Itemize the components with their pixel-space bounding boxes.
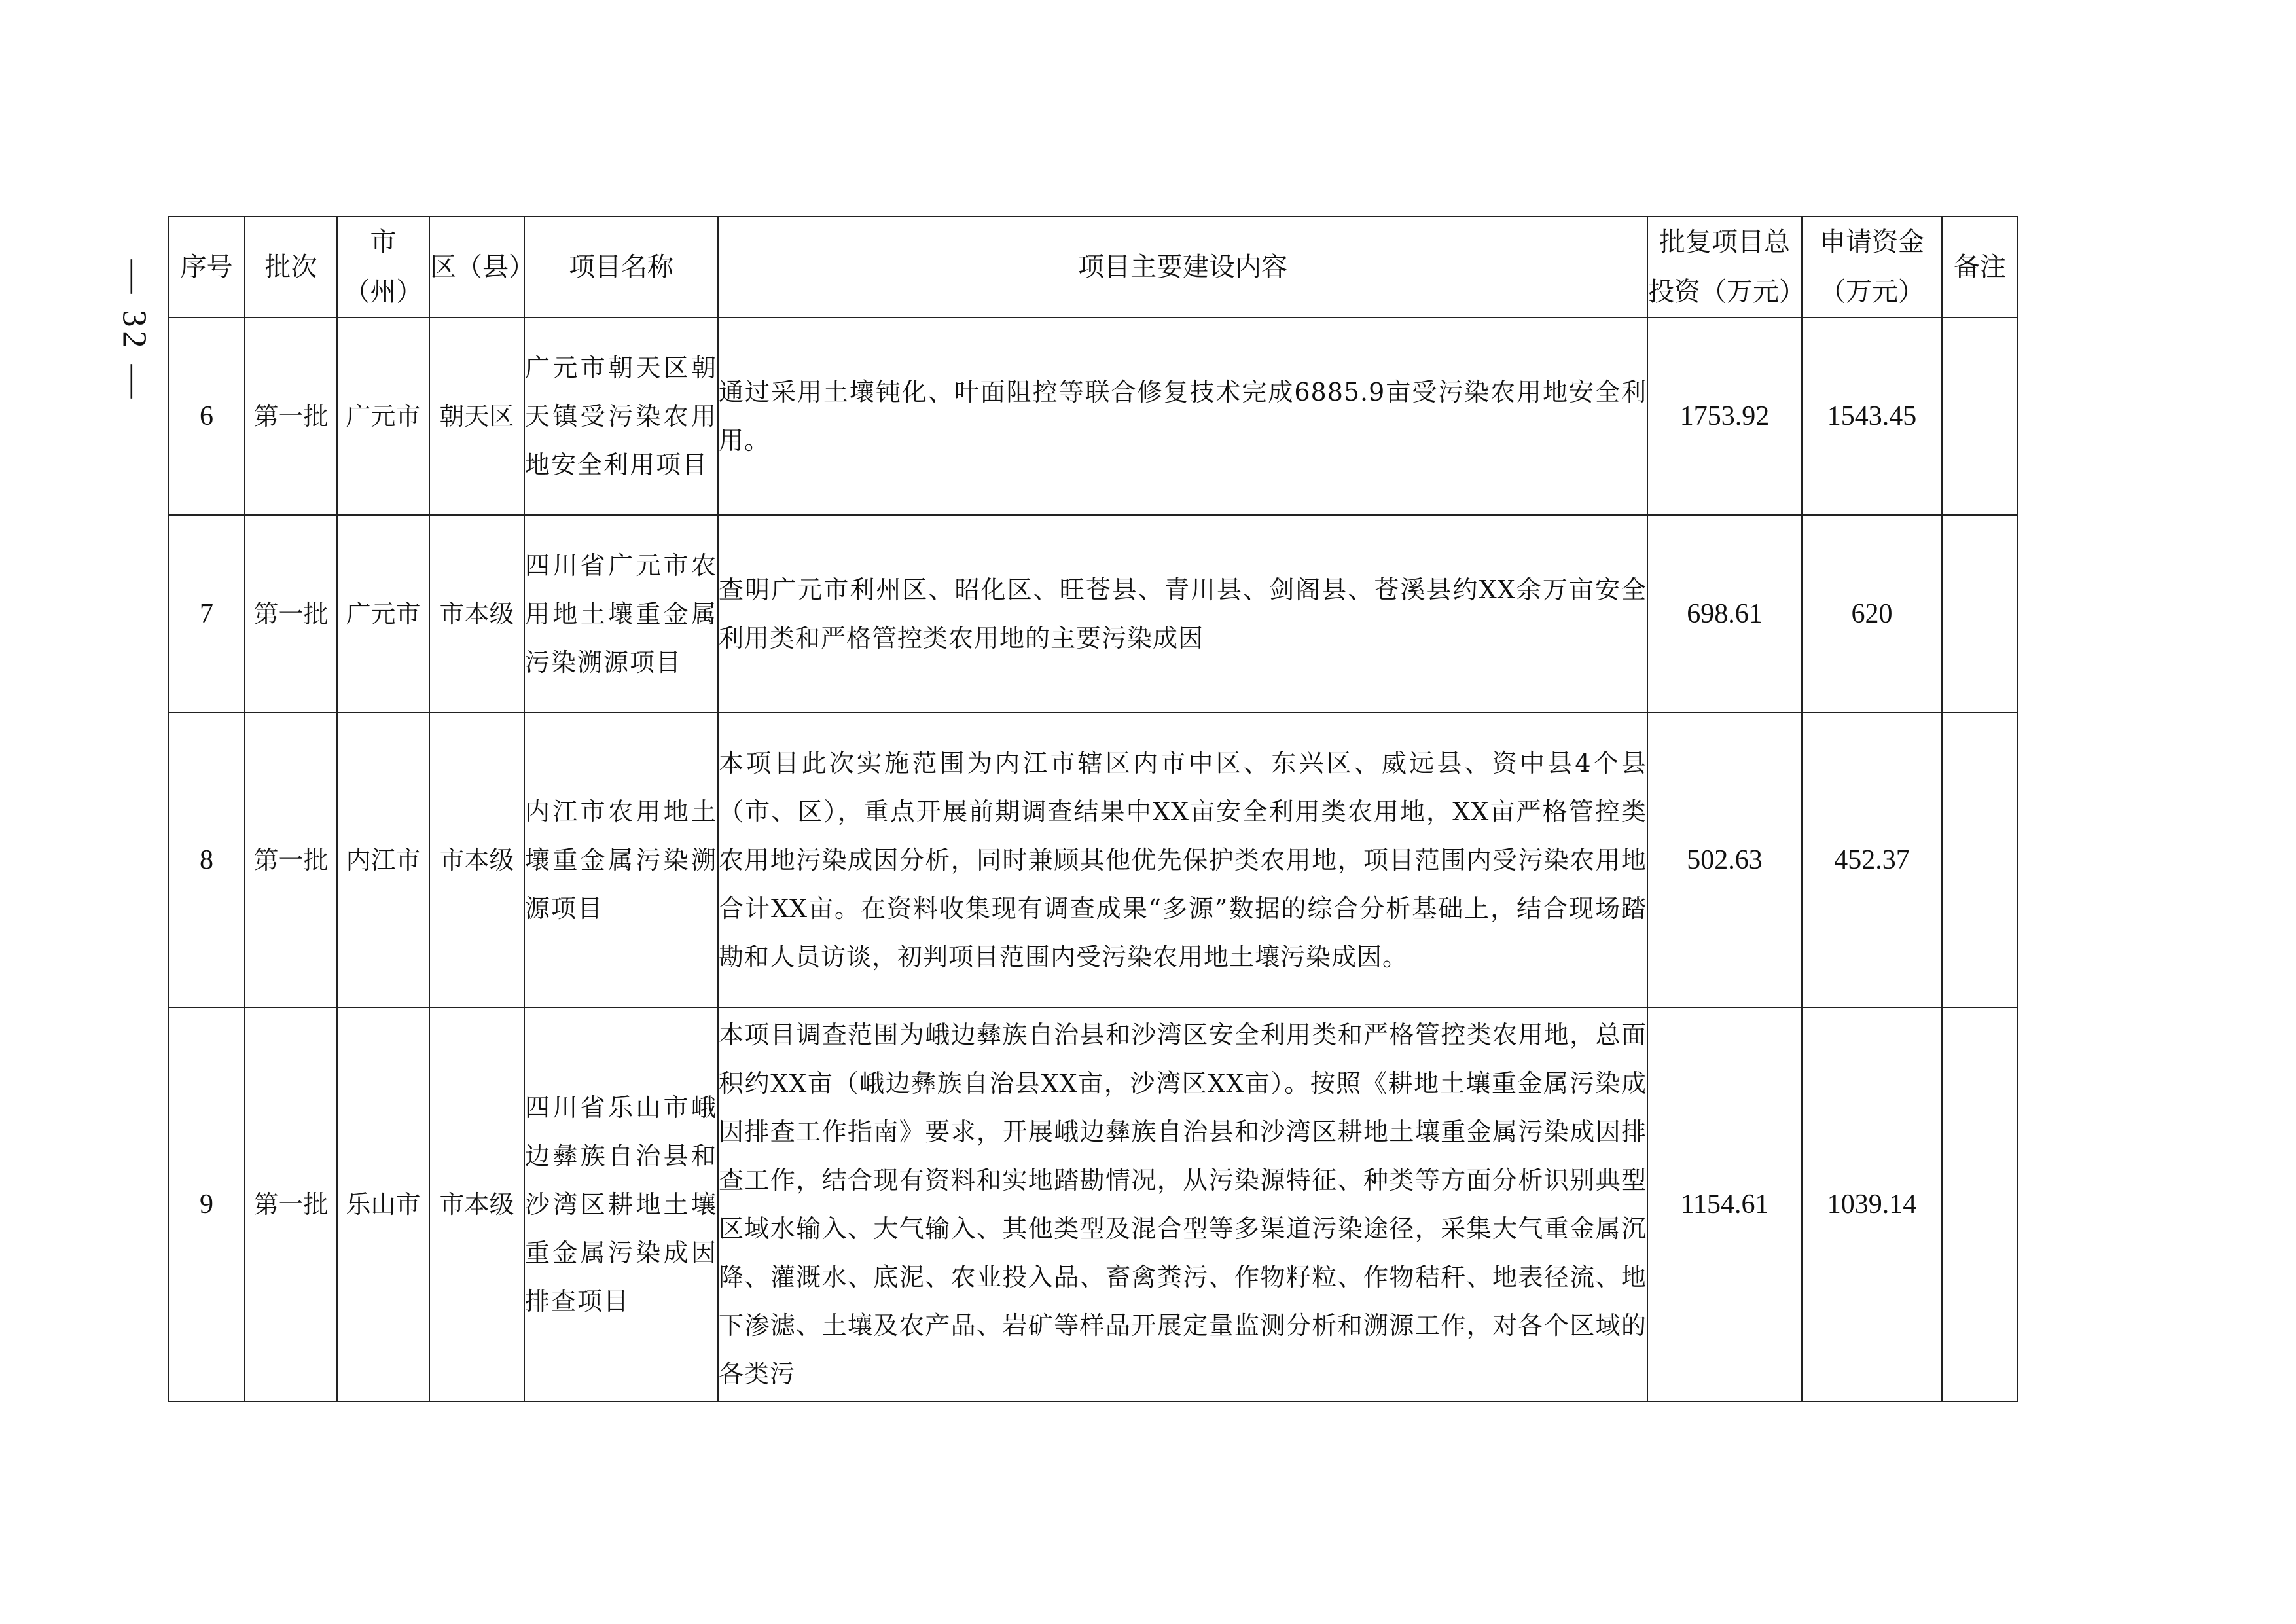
cell-batch: 第一批 [245, 515, 337, 713]
cell-content: 本项目调查范围为峨边彝族自治县和沙湾区安全利用类和严格管控类农用地，总面积约XX亩（峨边彝族自治县XX亩，沙湾区XX亩）。按照《耕地土壤重金属污染成因排查工作指南》要求，开展峨边彝族自治县和沙湾区耕地土壤重金属污染成因排查工作，结合现有资料和实地踏勘情况，从污染源特征、种类等方面分析识别典型区域水输入、大气输入、其他类型及混合型等多渠道污染途径，采集大气重金属沉降、灌溉水、底泥、农业投入品、畜禽粪污、作物籽粒、作物秸秆、地表径流、地下渗滤、土壤及农产品、岩矿等样品开展定量监测分析和溯源工作，对各个区域的各类污 [718, 1007, 1647, 1401]
cell-funding: 452.37 [1802, 713, 1942, 1007]
cell-county: 市本级 [429, 1007, 524, 1401]
table-row [168, 713, 2018, 1007]
cell-project-name: 四川省乐山市峨边彝族自治县和沙湾区耕地土壤重金属污染成因排查项目 [524, 1007, 718, 1401]
project-table [168, 216, 2018, 1402]
cell-county: 市本级 [429, 713, 524, 1007]
cell-project-name: 四川省广元市农用地土壤重金属污染溯源项目 [524, 515, 718, 713]
header-seq: 序号 [168, 217, 245, 317]
cell-seq: 6 [168, 317, 245, 515]
cell-funding: 1039.14 [1802, 1007, 1942, 1401]
cell-seq: 8 [168, 713, 245, 1007]
header-county: 区（县） [429, 217, 524, 317]
cell-batch: 第一批 [245, 713, 337, 1007]
header-city: 市（州） [337, 217, 429, 317]
cell-investment: 698.61 [1647, 515, 1802, 713]
cell-remark [1942, 317, 2018, 515]
header-project-name: 项目名称 [524, 217, 718, 317]
cell-city: 内江市 [337, 713, 429, 1007]
header-investment: 批复项目总投资（万元） [1647, 217, 1802, 317]
cell-seq: 9 [168, 1007, 245, 1401]
cell-remark [1942, 1007, 2018, 1401]
table-row [168, 515, 2018, 713]
table-row [168, 317, 2018, 515]
cell-batch: 第一批 [245, 1007, 337, 1401]
page-number-text: — 32 — [115, 259, 153, 402]
cell-city: 广元市 [337, 515, 429, 713]
page-number [111, 249, 157, 412]
table-header-row [168, 217, 2018, 317]
cell-funding: 1543.45 [1802, 317, 1942, 515]
header-funding: 申请资金（万元） [1802, 217, 1942, 317]
cell-content: 查明广元市利州区、昭化区、旺苍县、青川县、剑阁县、苍溪县约XX余万亩安全利用类和严格管控类农用地的主要污染成因 [718, 515, 1647, 713]
cell-investment: 502.63 [1647, 713, 1802, 1007]
cell-investment: 1753.92 [1647, 317, 1802, 515]
cell-county: 朝天区 [429, 317, 524, 515]
cell-project-name: 广元市朝天区朝天镇受污染农用地安全利用项目 [524, 317, 718, 515]
header-remark: 备注 [1942, 217, 2018, 317]
cell-investment: 1154.61 [1647, 1007, 1802, 1401]
header-batch: 批次 [245, 217, 337, 317]
cell-city: 广元市 [337, 317, 429, 515]
cell-city: 乐山市 [337, 1007, 429, 1401]
cell-seq: 7 [168, 515, 245, 713]
cell-content: 通过采用土壤钝化、叶面阻控等联合修复技术完成6885.9亩受污染农用地安全利用。 [718, 317, 1647, 515]
cell-remark [1942, 713, 2018, 1007]
cell-batch: 第一批 [245, 317, 337, 515]
cell-funding: 620 [1802, 515, 1942, 713]
cell-county: 市本级 [429, 515, 524, 713]
table-row [168, 1007, 2018, 1401]
cell-project-name: 内江市农用地土壤重金属污染溯源项目 [524, 713, 718, 1007]
header-content: 项目主要建设内容 [718, 217, 1647, 317]
cell-remark [1942, 515, 2018, 713]
cell-content: 本项目此次实施范围为内江市辖区内市中区、东兴区、威远县、资中县4个县（市、区），重点开展前期调查结果中XX亩安全利用类农用地，XX亩严格管控类农用地污染成因分析，同时兼顾其他优先保护类农用地，项目范围内受污染农用地合计XX亩。在资料收集现有调查成果“多源”数据的综合分析基础上，结合现场踏勘和人员访谈，初判项目范围内受污染农用地土壤污染成因。 [718, 713, 1647, 1007]
